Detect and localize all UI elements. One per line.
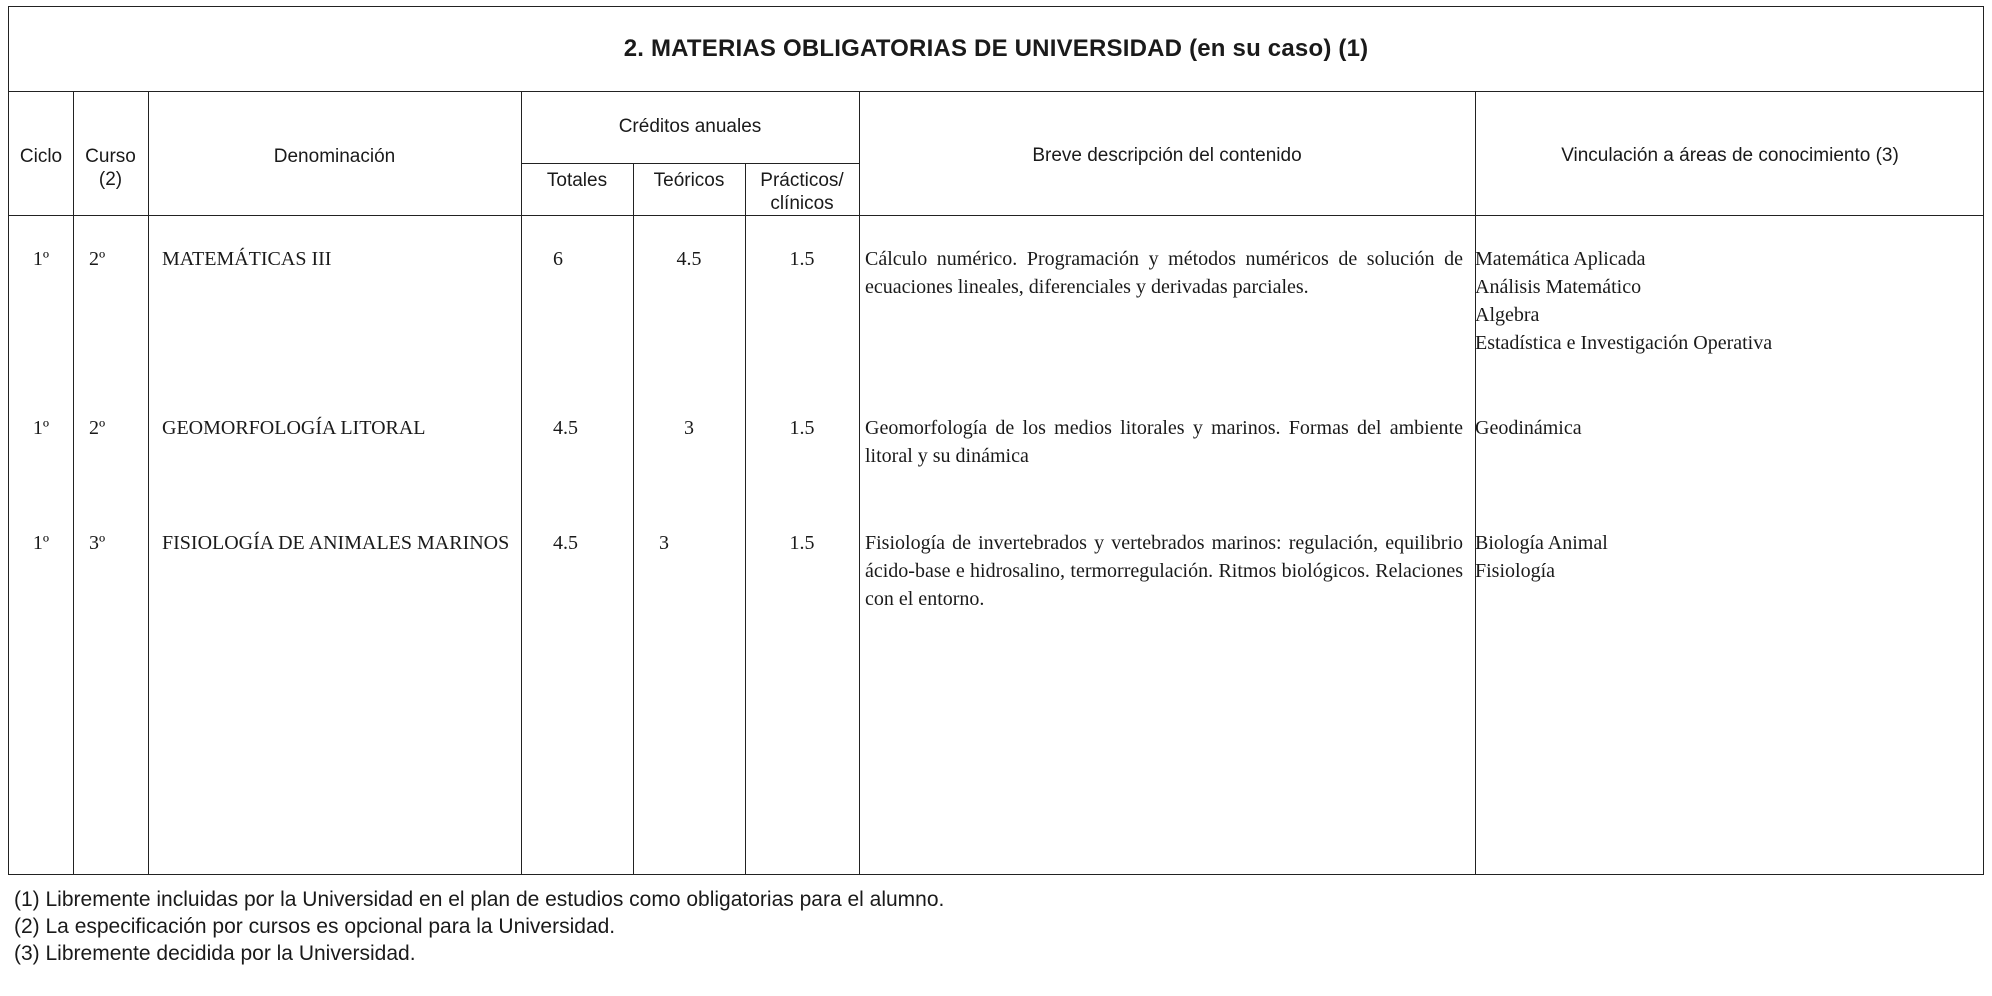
cell-totales: 6 (553, 248, 563, 270)
cell-totales: 4.5 (553, 532, 578, 554)
footnote-1: (1) Libremente incluidas por la Universidad en el plan de estudios como obligatorias para el alumno. (14, 888, 945, 911)
header-totales: Totales (546, 170, 608, 191)
cell-curso: 2º (89, 248, 106, 270)
column-divider (521, 91, 522, 874)
footnote-2: (2) La especificación por cursos es opcional para la Universidad. (14, 915, 616, 938)
cell-areas (1475, 414, 1975, 442)
cell-ciclo: 1º (32, 417, 50, 439)
course-table (8, 6, 1984, 875)
cell-curso: 2º (89, 417, 106, 439)
cell-practicos: 1.5 (789, 417, 815, 439)
credits-subheader-divider (521, 163, 859, 164)
column-divider (148, 91, 149, 874)
cell-practicos: 1.5 (789, 532, 815, 554)
area-item: Estadística e Investigación Operativa (1475, 332, 1773, 354)
area-item: Geodinámica (1475, 417, 1582, 439)
cell-denominacion: GEOMORFOLOGÍA LITORAL (162, 417, 426, 439)
cell-ciclo: 1º (32, 532, 50, 554)
header-descripcion: Breve descripción del contenido (1032, 145, 1302, 166)
cell-areas (1475, 245, 1975, 357)
area-item: Análisis Matemático (1475, 276, 1642, 298)
header-curso-note: (2) (98, 169, 123, 190)
column-divider (859, 91, 860, 874)
header-curso: Curso (85, 146, 136, 167)
cell-ciclo: 1º (32, 248, 50, 270)
table-title: 2. MATERIAS OBLIGATORIAS DE UNIVERSIDAD (en su caso) (1) (9, 7, 1983, 92)
area-item: Biología Animal (1475, 532, 1608, 554)
header-vinculacion: Vinculación a áreas de conocimiento (3) (1561, 145, 1899, 166)
header-teoricos: Teóricos (653, 170, 725, 191)
cell-curso: 3º (89, 532, 106, 554)
cell-teoricos: 3 (659, 532, 669, 554)
cell-teoricos: 3 (684, 417, 694, 439)
header-denominacion: Denominación (273, 146, 396, 167)
cell-denominacion: MATEMÁTICAS III (162, 248, 332, 270)
column-divider (73, 91, 74, 874)
cell-teoricos: 4.5 (676, 248, 702, 270)
cell-totales: 4.5 (553, 417, 578, 439)
header-practicos: Prácticos/ (760, 170, 844, 191)
header-ciclo: Ciclo (19, 146, 63, 167)
cell-areas (1475, 529, 1975, 585)
header-clinicos: clínicos (770, 193, 834, 214)
cell-denominacion: FISIOLOGÍA DE ANIMALES MARINOS (162, 532, 510, 554)
column-divider (1475, 91, 1476, 874)
area-item: Algebra (1475, 304, 1540, 326)
header-creditos: Créditos anuales (618, 116, 762, 137)
cell-descripcion: Geomorfología de los medios litorales y marinos. Formas del ambiente litoral y su dinámica (865, 417, 1463, 467)
cell-descripcion: Cálculo numérico. Programación y métodos numéricos de solución de ecuaciones lineales, diferenciales y derivadas parciales. (865, 248, 1463, 298)
cell-descripcion: Fisiología de invertebrados y vertebrados marinos: regulación, equilibrio ácido-base e hidrosalino, termorregulación. Ritmos biológicos. Relaciones con el entorno. (865, 532, 1463, 610)
area-item: Matemática Aplicada (1475, 248, 1646, 270)
cell-practicos: 1.5 (789, 248, 815, 270)
header-bottom-divider (9, 215, 1983, 216)
area-item: Fisiología (1475, 560, 1556, 582)
footnote-3: (3) Libremente decidida por la Universidad. (14, 942, 416, 965)
